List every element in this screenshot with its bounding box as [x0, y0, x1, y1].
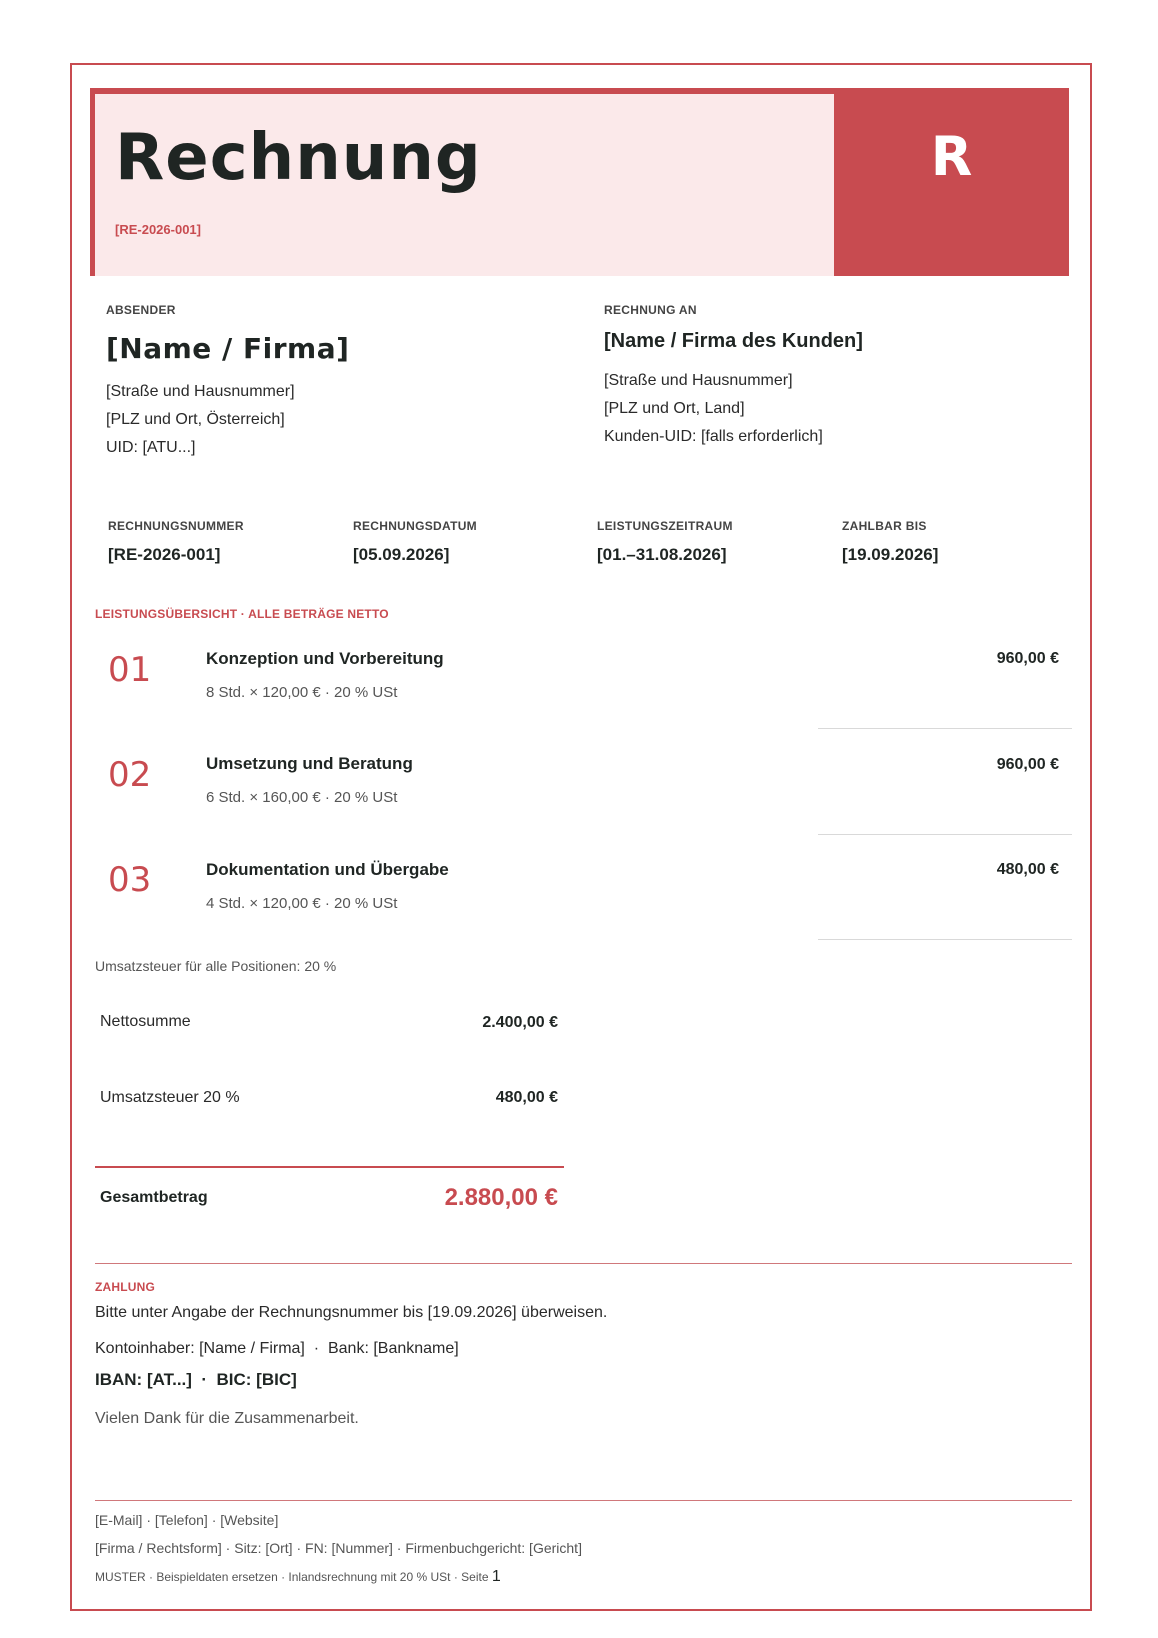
invoice-number-tag: [RE-2026-001] — [115, 222, 201, 237]
sender-name: [Name / Firma] — [106, 332, 350, 365]
payment-instruction: Bitte unter Angabe der Rechnungsnummer bis [19.09.2026] überweisen. — [95, 1304, 608, 1321]
position-detail: 6 Std. × 160,00 € · 20 % USt — [206, 789, 398, 806]
page-title: Rechnung — [115, 121, 482, 195]
meta-value-service-period: [01.–31.08.2026] — [597, 545, 727, 564]
position-amount: 960,00 € — [996, 756, 1059, 773]
footer-divider — [95, 1500, 1072, 1501]
position-amount: 960,00 € — [996, 650, 1059, 667]
position-number: 01 — [108, 650, 152, 690]
footer-note-text: MUSTER · Beispieldaten ersetzen · Inlandsrechnung mit 20 % USt · Seite — [95, 1570, 492, 1584]
position-detail: 8 Std. × 120,00 € · 20 % USt — [206, 684, 398, 701]
net-total-value: 2.400,00 € — [482, 1014, 558, 1031]
recipient-label: RECHNUNG AN — [604, 303, 697, 317]
meta-value-invoice-date: [05.09.2026] — [353, 545, 450, 564]
recipient-uid: Kunden-UID: [falls erforderlich] — [604, 428, 823, 445]
page-number: 1 — [491, 1568, 501, 1585]
recipient-city: [PLZ und Ort, Land] — [604, 400, 745, 417]
vat-label: Umsatzsteuer 20 % — [100, 1089, 240, 1106]
position-title: Konzeption und Vorbereitung — [206, 649, 444, 668]
payment-label: ZAHLUNG — [95, 1280, 156, 1294]
vat-value: 480,00 € — [495, 1089, 558, 1106]
position-title: Dokumentation und Übergabe — [206, 860, 449, 879]
recipient-name: [Name / Firma des Kunden] — [604, 330, 863, 352]
meta-value-due-date: [19.09.2026] — [842, 545, 939, 564]
iban-bic: IBAN: [AT...] · BIC: [BIC] — [95, 1370, 297, 1389]
position-amount: 480,00 € — [996, 861, 1059, 878]
meta-label-invoice-number: RECHNUNGSNUMMER — [108, 519, 244, 533]
footer-note — [95, 1568, 501, 1586]
sender-uid: UID: [ATU...] — [106, 439, 196, 456]
footer-legal: [Firma / Rechtsform] · Sitz: [Ort] · FN: [Nummer] · Firmenbuchgericht: [Gericht] — [95, 1540, 582, 1556]
position-divider — [818, 939, 1072, 940]
position-divider — [818, 728, 1072, 729]
meta-label-due-date: ZAHLBAR BIS — [842, 519, 927, 533]
position-number: 03 — [108, 860, 152, 900]
position-divider — [818, 834, 1072, 835]
meta-value-invoice-number: [RE-2026-001] — [108, 545, 221, 564]
thanks-note: Vielen Dank für die Zusammenarbeit. — [95, 1410, 359, 1427]
grand-total-value: 2.880,00 € — [444, 1184, 558, 1211]
recipient-street: [Straße und Hausnummer] — [604, 372, 793, 389]
sender-city: [PLZ und Ort, Österreich] — [106, 411, 285, 428]
monogram-logo: R — [930, 125, 973, 188]
meta-label-invoice-date: RECHNUNGSDATUM — [353, 519, 477, 533]
totals-divider — [95, 1166, 564, 1168]
position-title: Umsetzung und Beratung — [206, 754, 413, 773]
tax-note: Umsatzsteuer für alle Positionen: 20 % — [95, 958, 337, 974]
sender-label: ABSENDER — [106, 303, 176, 317]
bank-details: Kontoinhaber: [Name / Firma] · Bank: [Bankname] — [95, 1340, 459, 1357]
sender-street: [Straße und Hausnummer] — [106, 383, 295, 400]
footer-contact: [E-Mail] · [Telefon] · [Website] — [95, 1512, 279, 1528]
payment-divider — [95, 1263, 1072, 1264]
grand-total-label: Gesamtbetrag — [100, 1189, 208, 1206]
positions-heading: LEISTUNGSÜBERSICHT · ALLE BETRÄGE NETTO — [95, 607, 389, 621]
net-total-label: Nettosumme — [100, 1013, 191, 1030]
meta-label-service-period: LEISTUNGSZEITRAUM — [597, 519, 733, 533]
position-number: 02 — [108, 755, 152, 795]
position-detail: 4 Std. × 120,00 € · 20 % USt — [206, 895, 398, 912]
